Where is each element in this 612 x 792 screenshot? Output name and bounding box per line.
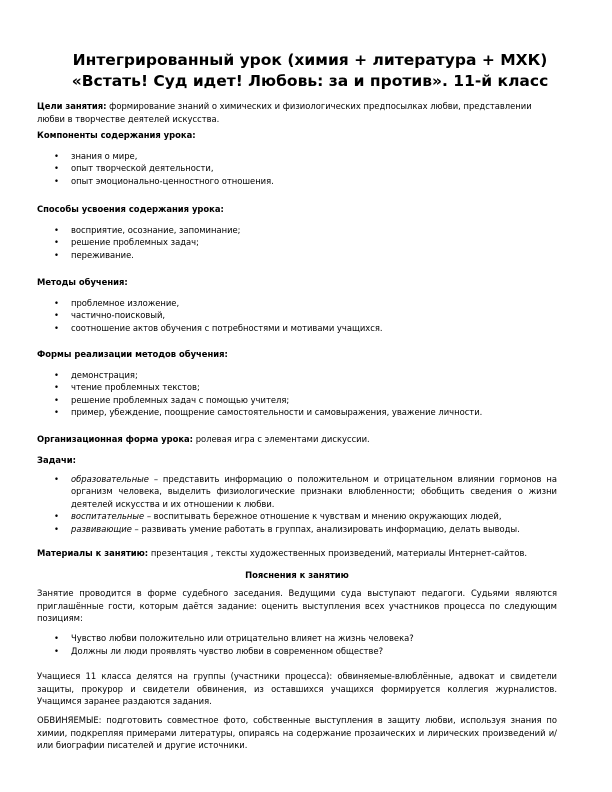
- task-term: воспитательные: [71, 511, 145, 521]
- materials-label: Материалы к занятию:: [37, 548, 149, 558]
- forms-list: [37, 369, 557, 419]
- list-item: • Чувство любви положительно или отрицательно влияет на жизнь человека?: [37, 632, 557, 645]
- list-item: • опыт эмоционально-ценностного отношения.: [37, 175, 557, 188]
- org-form-paragraph: [37, 433, 557, 446]
- org-form-text: ролевая игра с элементами дискуссии.: [193, 434, 370, 444]
- questions-list: [37, 632, 557, 657]
- task-text: – воспитывать бережное отношение к чувствам и мнению окружающих людей,: [144, 511, 502, 521]
- questions-section: [37, 632, 557, 657]
- tasks-list: [37, 473, 557, 536]
- list-item: • чтение проблемных текстов;: [37, 381, 557, 394]
- teaching-methods-heading: Методы обучения:: [37, 277, 128, 287]
- title-line-2: «Встать! Суд идет! Любовь: за и против». 11-й класс: [71, 72, 549, 90]
- components-section: [37, 129, 557, 187]
- explanations-heading: Пояснения к занятию: [245, 570, 349, 580]
- tasks-heading: Задачи:: [37, 455, 76, 465]
- list-item: • опыт творческой деятельности,: [37, 162, 557, 175]
- forms-heading: Формы реализации методов обучения:: [37, 349, 228, 359]
- list-item: • решение проблемных задач с помощью учителя;: [37, 394, 557, 407]
- list-item: • проблемное изложение,: [37, 297, 557, 310]
- methods-mastery-section: [37, 203, 557, 261]
- list-item: • Должны ли люди проявлять чувство любви в современном обществе?: [37, 645, 557, 658]
- explanations-intro: Занятие проводится в форме судебного заседания. Ведущими суда выступают педагоги. Судьями являются приглашённые гости, которым даётся задание: оценить выступления всех участников процесса по следующим позициям:: [37, 588, 557, 623]
- materials-paragraph: [37, 547, 557, 560]
- title-line-1: Интегрированный урок (химия + литература + МХК): [72, 51, 548, 69]
- list-item: • переживание.: [37, 249, 557, 262]
- list-item: • пример, убеждение, поощрение самостоятельности и самовыражения, уважение личности.: [37, 406, 557, 419]
- list-item: • решение проблемных задач;: [37, 236, 557, 249]
- methods-mastery-list: [37, 224, 557, 262]
- goals-paragraph: [37, 100, 557, 125]
- task-item-upbringing: [37, 510, 557, 523]
- list-item: • знания о мире,: [37, 150, 557, 163]
- tasks-section: [37, 454, 557, 535]
- groups-paragraph: Учащиеся 11 класса делятся на группы (участники процесса): обвиняемые-влюблённые, адвокат и свидетели защиты, прокурор и свидетели обвинения, из оставшихся учащихся формируется коллегия журналистов. Учащимся заранее раздаются задания.: [37, 671, 557, 706]
- task-term: развивающие: [71, 523, 132, 534]
- task-item-educational: [37, 473, 557, 511]
- list-item: • демонстрация;: [37, 369, 557, 382]
- task-term: образовательные: [71, 473, 149, 484]
- teaching-methods-section: [37, 276, 557, 334]
- materials-text: презентация , тексты художественных произведений, материалы Интернет-сайтов.: [148, 548, 528, 558]
- list-item: • соотношение актов обучения с потребностями и мотивами учащихся.: [37, 322, 557, 335]
- task-text: – развивать умение работать в группах, анализировать информацию, делать выводы.: [131, 523, 520, 534]
- task-text: – представить информацию о положительном и отрицательном влиянии гормонов на организм человека, выделить физиологические признаки влюбленности; обобщить сведения о жизни деятелей искусства и их отношении к любви.: [71, 473, 557, 509]
- list-item: • восприятие, осознание, запоминание;: [37, 224, 557, 237]
- task-item-developing: [37, 523, 557, 536]
- org-form-label: Организационная форма урока:: [37, 434, 194, 444]
- accused-paragraph: ОБВИНЯЕМЫЕ: подготовить совместное фото, собственные выступления в защиту любви, используя знания по химии, подкрепляя примерами литературы, опираясь на содержание прозаических и лирических произведений и/или биографии писателей и другие источники.: [37, 715, 557, 750]
- list-item: • частично-поисковый,: [37, 309, 557, 322]
- components-list: [37, 150, 557, 188]
- teaching-methods-list: [37, 297, 557, 335]
- goals-text: формирование знаний о химических и физиологических предпосылках любви, представлении любви в творчестве деятелей искусства.: [37, 101, 532, 124]
- components-heading: Компоненты содержания урока:: [37, 130, 196, 140]
- methods-mastery-heading: Способы усвоения содержания урока:: [37, 204, 224, 214]
- goals-label: Цели занятия:: [37, 101, 107, 111]
- forms-section: [37, 348, 557, 419]
